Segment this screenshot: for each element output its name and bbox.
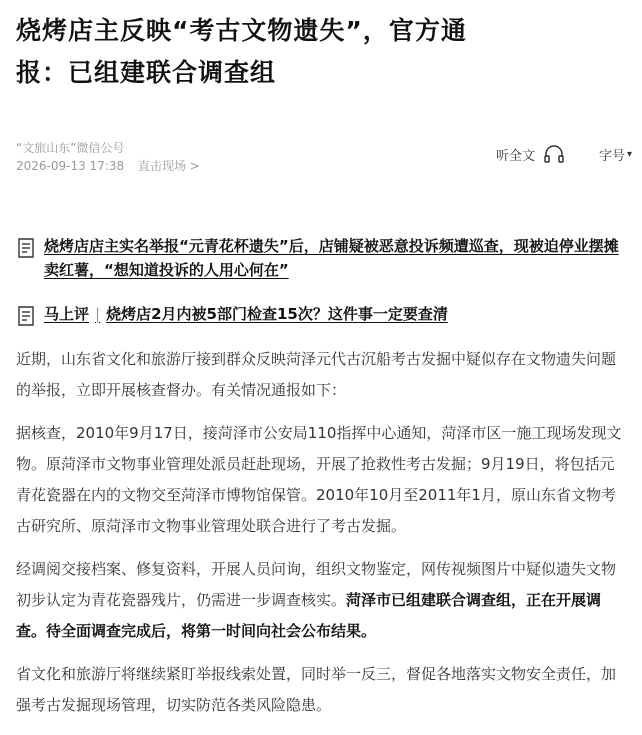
document-icon (16, 238, 36, 258)
article-meta (16, 139, 200, 175)
headphones-icon (543, 144, 565, 164)
related-list-2 (16, 302, 628, 326)
related-link-2-prefix: 马上评 (44, 305, 90, 323)
article-meta-row (16, 157, 200, 175)
article-title (16, 10, 616, 94)
document-icon (16, 306, 36, 326)
listen-button[interactable] (496, 144, 565, 164)
article-title-line2: 报：已组建联合调查组 (16, 58, 277, 87)
related-link-1[interactable]: 烧烤店店主实名举报“元青花杯遗失”后，店铺疑被恶意投诉频遭巡查，现被迫停业摆摊卖红薯，“想知道投诉的人用心何在” (44, 237, 619, 279)
related-item[interactable] (16, 234, 628, 282)
paragraph-3-text: 经调阅交接档案、修复资料，开展人员问询，组织文物鉴定，网传视频图片中疑似遗失文物初步认定为青花瓷器残片，仍需进一步调查核实。 (16, 560, 617, 609)
related-link-2-text: 烧烤店2月内被5部门检查15次？这件事一定要查清 (106, 305, 448, 323)
article-body (16, 344, 628, 733)
live-report-link[interactable]: 直击现场 > (137, 159, 200, 173)
article-title-line1: 烧烤店主反映“考古文物遗失”，官方通 (16, 16, 467, 45)
paragraph-3 (16, 554, 628, 647)
font-size-button[interactable] (599, 145, 632, 164)
related-item[interactable] (16, 302, 628, 326)
related-list (16, 234, 628, 282)
related-link-2[interactable] (44, 302, 448, 326)
font-size-label: 字号 (598, 148, 625, 164)
listen-label: 听全文 (495, 148, 535, 164)
article-source: “文旅山东”微信公号 (16, 141, 125, 155)
paragraph-1: 近期，山东省文化和旅游厅接到群众反映菏泽元代古沉船考古发掘中疑似存在文物遗失问题的举报，立即开展核查督办。有关情况通报如下： (16, 350, 617, 399)
article-date: 2026-09-13 17:38 (16, 159, 125, 173)
separator: | (95, 305, 101, 323)
paragraph-3-emphasis: 菏泽市已组建联合调查组，正在开展调查。待全面调查完成后，将第一时间向社会公布结果。 (16, 591, 602, 640)
article-toolbar (496, 144, 632, 164)
paragraph-2: 据核查，2010年9月17日，接菏泽市公安局110指挥中心通知，菏泽市区一施工现场发现文物。原菏泽市文物事业管理处派员赶赴现场，开展了抢救性考古发掘；9月19日，将包括元青花瓷器在内的文物交至菏泽市博物馆保管。2010年10月至2011年1月，原山东省文物考古研究所、原菏泽市文物事业管理处联合进行了考古发掘。 (16, 424, 622, 535)
paragraph-4: 省文化和旅游厅将继续紧盯举报线索处置，同时举一反三，督促各地落实文物安全责任，加强考古发掘现场管理，切实防范各类风险隐患。 (16, 665, 617, 714)
chevron-down-icon: ▾ (626, 148, 632, 160)
